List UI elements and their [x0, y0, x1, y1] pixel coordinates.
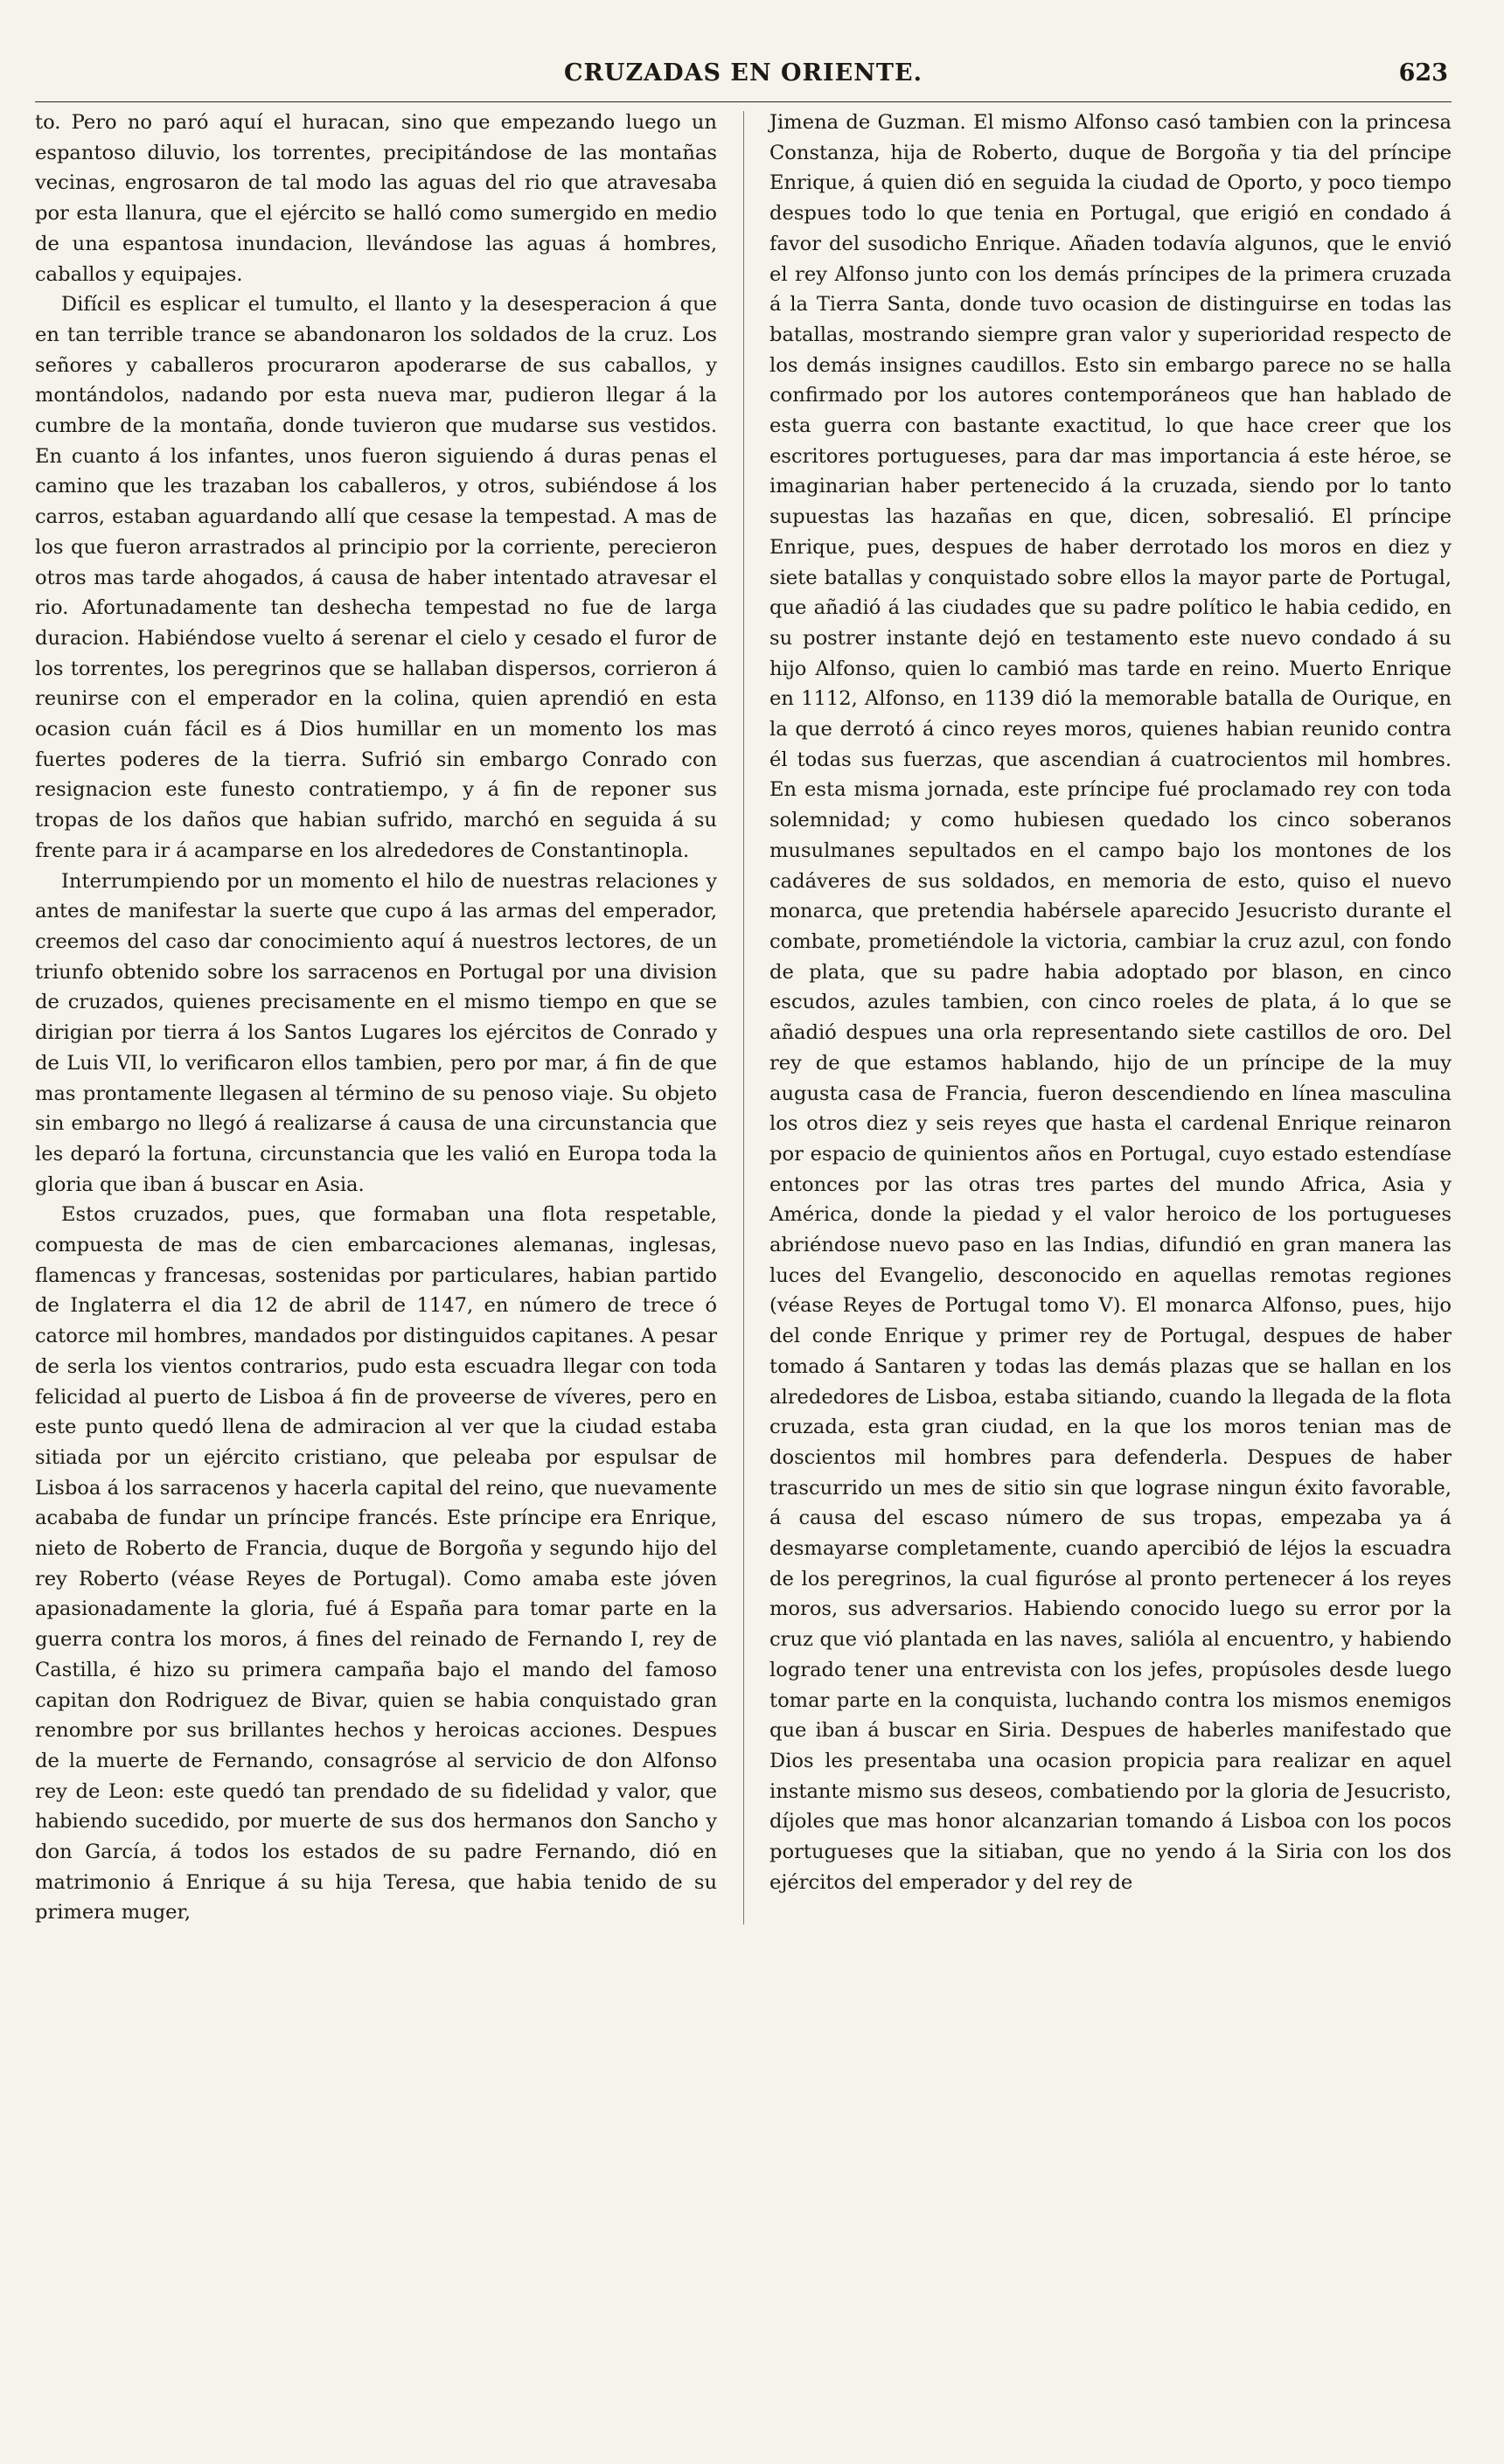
column-divider: [743, 111, 744, 1925]
left-column: [35, 108, 717, 1928]
paragraph: Interrumpiendo por un momento el hilo de nuestras relaciones y antes de manifestar la suerte que cupo á las armas del emperador, creemos del caso dar conocimiento aquí á nuestros lectores, de un triunfo obtenido sobre los sarracenos en Portugal por una division de cruzados, quienes precisamente en el mismo tiempo en que se dirigian por tierra á los Santos Lugares los ejércitos de Conrado y de Luis VII, lo verificaron ellos tambien, pero por mar, á fin de que mas prontamente llegasen al término de su penoso viaje. Su objeto sin embargo no llegó á realizarse á causa de una circunstancia que les deparó la fortuna, circunstancia que les valió en Europa toda la gloria que iban á buscar en Asia.: [35, 869, 717, 1196]
paragraph: to. Pero no paró aquí el huracan, sino que empezando luego un espantoso diluvio, los torrentes, precipitándose de las montañas vecinas, engrosaron de tal modo las aguas del rio que atravesaba por esta llanura, que el ejército se halló como sumergido en medio de una espantosa inundacion, llevándose las aguas á hombres, caballos y equipajes.: [35, 111, 717, 286]
running-title: CRUZADAS EN ORIENTE.: [564, 59, 923, 87]
paragraph: Difícil es esplicar el tumulto, el llanto y la desesperacion á que en tan terrible trance se abandonaron los soldados de la cruz. Los señores y caballeros procuraron apoderarse de sus caballos, y montándolos, nadando por esta nueva mar, pudieron llegar á la cumbre de la montaña, donde tuvieron que mudarse sus vestidos. En cuanto á los infantes, unos fueron siguiendo á duras penas el camino que les trazaban los caballeros, y otros, subiéndose á los carros, estaban aguardando allí que cesase la tempestad. A mas de los que fueron arrastrados al principio por la corriente, perecieron otros mas tarde ahogados, á causa de haber intentado atravesar el rio. Afortunadamente tan deshecha tempestad no fue de larga duracion. Habiéndose vuelto á serenar el cielo y cesado el furor de los torrentes, los peregrinos que se hallaban dispersos, corrieron á reunirse con el emperador en la colina, quien aprendió en esta ocasion cuán fácil es á Dios humillar en un momento los mas fuertes poderes de la tierra. Sufrió sin embargo Conrado con resignacion este funesto contratiempo, y á fin de reponer sus tropas de los daños que habian sufrido, marchó en seguida á su frente para ir á acamparse en los alrededores de Constantinopla.: [35, 293, 717, 862]
text-columns: [35, 108, 1452, 1928]
paragraph: Estos cruzados, pues, que formaban una flota respetable, compuesta de mas de cien embarcaciones alemanas, inglesas, flamencas y francesas, sostenidas por particulares, habian partido de Inglaterra el dia 12 de abril de 1147, en número de trece ó catorce mil hombres, mandados por distinguidos capitanes. A pesar de serla los vientos contrarios, pudo esta escuadra llegar con toda felicidad al puerto de Lisboa á fin de proveerse de víveres, pero en este punto quedó llena de admiracion al ver que la ciudad estaba sitiada por un ejército cristiano, que peleaba por espulsar de Lisboa á los sarracenos y hacerla capital del reino, que nuevamente acababa de fundar un príncipe francés. Este príncipe era Enrique, nieto de Roberto de Francia, duque de Borgoña y segundo hijo del rey Roberto (véase Reyes de Portugal). Como amaba este jóven apasionadamente la gloria, fué á España para tomar parte en la guerra contra los moros, á fines del reinado de Fernando I, rey de Castilla, é hizo su primera campaña bajo el mando del famoso capitan don Rodriguez de Bivar, quien se habia conquistado gran renombre por sus brillantes hechos y heroicas acciones. Despues de la muerte de Fernando, consagróse al servicio de don Alfonso rey de Leon: este quedó tan prendado de su fidelidad y valor, que habiendo sucedido, por muerte de sus dos hermanos don Sancho y don García, á todos los estados de su padre Fernando, dió en matrimonio á Enrique á su hija Teresa, que habia tenido de su primera muger,: [35, 1203, 717, 1925]
running-header: [35, 52, 1452, 102]
book-page: [35, 52, 1452, 2413]
paragraph: Jimena de Guzman. El mismo Alfonso casó tambien con la princesa Constanza, hija de Roberto, duque de Borgoña y tia del príncipe Enrique, á quien dió en seguida la ciudad de Oporto, y poco tiempo despues todo lo que tenia en Portugal, que erigió en condado á favor del susodicho Enrique. Añaden todavía algunos, que le envió el rey Alfonso junto con los demás príncipes de la primera cruzada á la Tierra Santa, donde tuvo ocasion de distinguirse en todas las batallas, mostrando siempre gran valor y superioridad respecto de los demás insignes caudillos. Esto sin embargo parece no se halla confirmado por los autores contemporáneos que han hablado de esta guerra con bastante exactitud, lo que hace creer que los escritores portugueses, para dar mas importancia á este héroe, se imaginarian haber pertenecido á la cruzada, siendo por lo tanto supuestas las hazañas en que, dicen, sobresalió. El príncipe Enrique, pues, despues de haber derrotado los moros en diez y siete batallas y conquistado sobre ellos la mayor parte de Portugal, que añadió á las ciudades que su padre político le habia cedido, en su postrer instante dejó en testamento este nuevo condado á su hijo Alfonso, quien lo cambió mas tarde en reino. Muerto Enrique en 1112, Alfonso, en 1139 dió la memorable batalla de Ourique, en la que derrotó á cinco reyes moros, quienes habian reunido contra él todas sus fuerzas, que ascendian á cuatrocientos mil hombres. En esta misma jornada, este príncipe fué proclamado rey con toda solemnidad; y como hubiesen quedado los cinco soberanos musulmanes sepultados en el campo bajo los montones de los cadáveres de sus soldados, en memoria de esto, quiso el nuevo monarca, que pretendia habérsele aparecido Jesucristo durante el combate, prometiéndole la victoria, cambiar la cruz azul, con fondo de plata, que su padre habia adoptado por blason, en cinco escudos, azules tambien, con cinco roeles de plata, á lo que se añadió despues una orla representando siete castillos de oro. Del rey de que estamos hablando, hijo de un príncipe de la muy augusta casa de Francia, fueron descendiendo en línea masculina los otros diez y seis reyes que hasta el cardenal Enrique reinaron por espacio de quinientos años en Portugal, cuyo estado estendíase entonces por las otras tres partes del mundo Africa, Asia y América, donde la piedad y el valor heroico de los portugueses abriéndose nuevo paso en las Indias, difundió en gran manera las luces del Evangelio, desconocido en aquellas remotas regiones (véase Reyes de Portugal tomo V). El monarca Alfonso, pues, hijo del conde Enrique y primer rey de Portugal, despues de haber tomado á Santaren y todas las demás plazas que se hallan en los alrededores de Lisboa, estaba sitiando, cuando la llegada de la flota cruzada, esta gran ciudad, en la que los moros tenian mas de doscientos mil hombres para defenderla. Despues de haber trascurrido un mes de sitio sin que lograse ningun éxito favorable, á causa del escaso número de sus tropas, empezaba ya á desmayarse completamente, cuando apercibió de léjos la escuadra de los peregrinos, la cual figuróse al pronto pertenecer á los reyes moros, sus adversarios. Habiendo conocido luego su error por la cruz que vió plantada en las naves, salióla al encuentro, y habiendo logrado tener una entrevista con los jefes, propúsoles desde luego tomar parte en la conquista, luchando contra los mismos enemigos que iban á buscar en Siria. Despues de haberles manifestado que Dios les presentaba una ocasion propicia para realizar en aquel instante mismo sus deseos, combatiendo por la gloria de Jesucristo, díjoles que mas honor alcanzarian tomando á Lisboa con los pocos portugueses que la sitiaban, que no yendo á la Siria con los dos ejércitos del emperador y del rey de: [769, 111, 1452, 1894]
right-column: [769, 108, 1452, 1928]
page-number: 623: [1398, 59, 1448, 87]
